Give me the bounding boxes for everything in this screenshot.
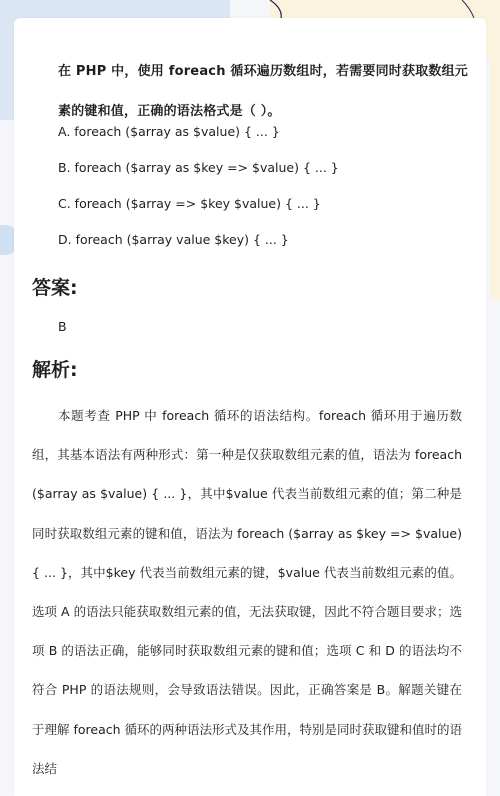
analysis-text: 本题考查 PHP 中 foreach 循环的语法结构。foreach 循环用于遍历数组，其基本语法有两种形式：第一种是仅获取数组元素的值，语法为 foreach ($array as $value) { ... }，其中$value 代表当前数组元素的值；第二种是同时获取数组元素的键和值，语法为 foreach ($array as $key => $value) { ... }，其中$key 代表当前数组元素的键，$value 代表当前数组元素的值。选项 A 的语法只能获取数组元素的值，无法获取键，因此不符合题目要求；选项 B 的语法正确，能够同时获取数组元素的键和值；选项 C 和 D 的语法均不符合 PHP 的语法规则，会导致语法错误。因此，正确答案是 B。解题关键在于理解 foreach 循环的两种语法形式及其作用，特别是同时获取键和值时的语法结 <box>32 408 463 776</box>
option-d: D. foreach ($array value $key) { ... } <box>58 232 289 247</box>
option-a: A. foreach ($array as $value) { ... } <box>58 124 280 139</box>
analysis-heading: 解析: <box>32 359 78 381</box>
option-b: B. foreach ($array as $key => $value) { ... } <box>58 160 339 175</box>
answer-heading: 答案: <box>32 277 78 299</box>
option-c: C. foreach ($array => $key $value) { ... } <box>58 196 321 211</box>
question-paper <box>14 18 486 796</box>
answer-value: B <box>58 319 67 334</box>
question-stem: 在 PHP 中，使用 foreach 循环遍历数组时，若需要同时获取数组元素的键和值，正确的语法格式是（ ）。 <box>58 64 468 119</box>
